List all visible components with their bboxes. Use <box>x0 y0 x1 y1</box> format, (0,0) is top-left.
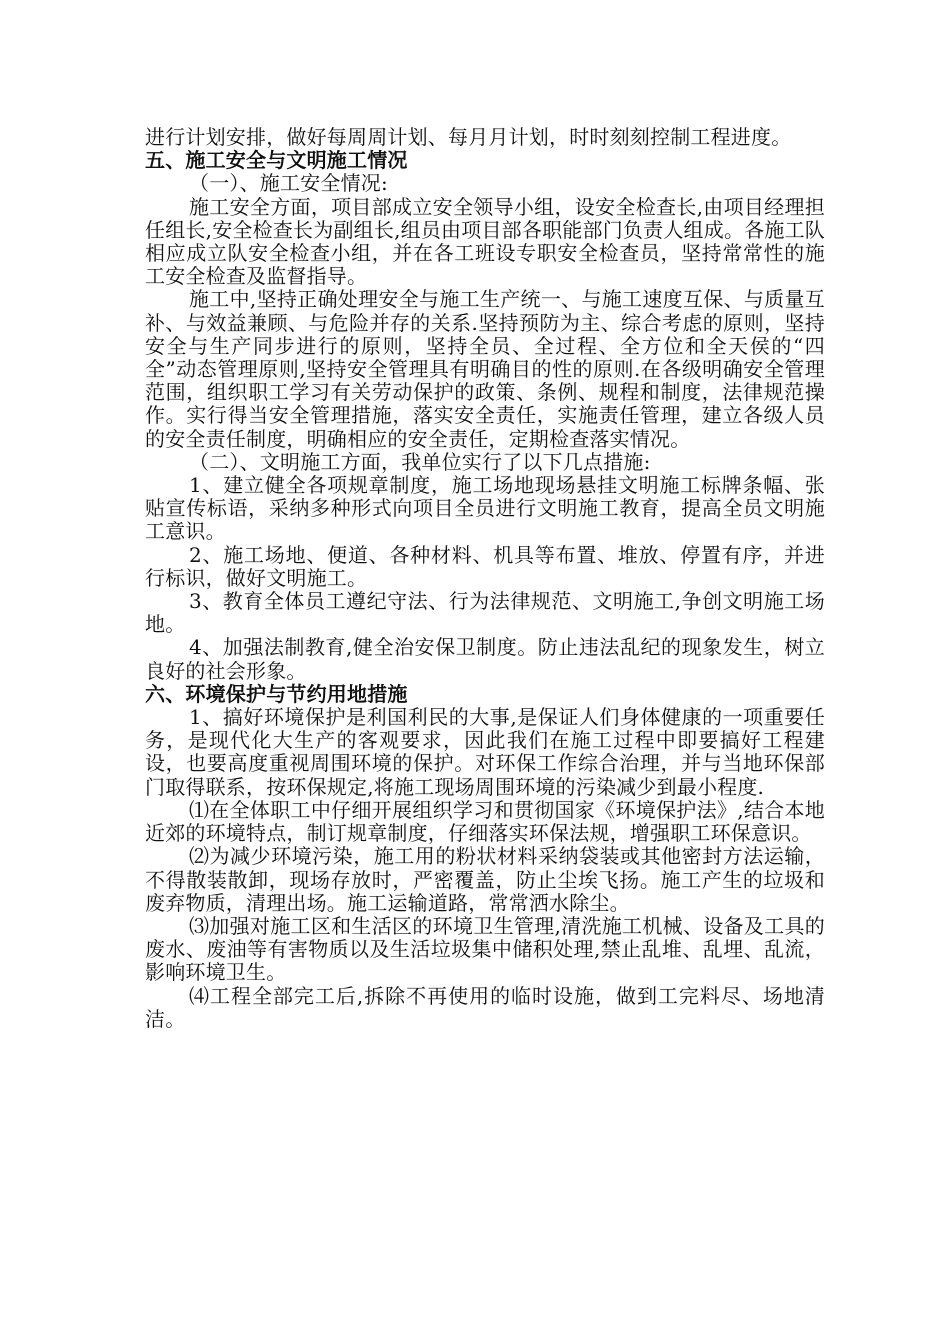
subsection-heading-civilized: （二）、文明施工方面，我单位实行了以下几点措施: <box>189 449 651 474</box>
paragraph-safety-principles: 施工中,坚持正确处理安全与施工生产统一、与施工速度互保、与质量互补、与效益兼顾、与危险并存的关系.坚持预防为主、综合考虑的原则，坚持安全与生产同步进行的原则，坚持全员、全过程、全方位和全天侯的“四全”动态管理原则,坚持安全管理具有明确目的性的原则.在各级明确安全管理范围，组织职工学习有关劳动保护的政策、条例、规程和制度，法律规范操作。实行得当安全管理措施，落实安全责任，实施责任管理，建立各级人员的安全责任制度，明确相应的安全责任，定期检查落实情况。 <box>145 287 825 451</box>
document-body <box>145 126 825 1031</box>
list-item-environment-2: ⑵为减少环境污染，施工用的粉状材料采纳袋装或其他密封方法运输，不得散装散卸，现场存放时，严密覆盖，防止尘埃飞扬。施工产生的垃圾和废弃物质，清理出场。施工运输道路，常常洒水除尘。 <box>145 844 825 915</box>
list-item-environment-4: ⑷工程全部完工后,拆除不再使用的临时设施，做到工完料尽、场地清洁。 <box>145 983 825 1031</box>
list-item-civilized-4: 4、加强法制教育,健全治安保卫制度。防止违法乱纪的现象发生，树立良好的社会形象。 <box>145 635 825 683</box>
paragraph-safety-organization: 施工安全方面，项目部成立安全领导小组，设安全检查长,由项目经理担任组长,安全检查长为副组长,组员由项目部各职能部门负责人组成。各施工队相应成立队安全检查小组，并在各工班设专职安全检查员，坚持常常性的施工安全检查及监督指导。 <box>145 194 825 289</box>
list-item-civilized-2: 2、施工场地、便道、各种材料、机具等布置、堆放、停置有序，并进行标识，做好文明施工。 <box>145 542 825 590</box>
list-item-environment-3: ⑶加强对施工区和生活区的环境卫生管理,清洗施工机械、设备及工具的废水、废油等有害物质以及生活垃圾集中储积处理,禁止乱堆、乱埋、乱流，影响环境卫生。 <box>145 913 825 985</box>
list-item-environment-1: ⑴在全体职工中仔细开展组织学习和贯彻国家《环境保护法》,结合本地近郊的环境特点，制订规章制度，仔细落实环保法规，增强职工环保意识。 <box>145 797 825 846</box>
paragraph-environment-intro: 1、搞好环境保护是利国利民的大事,是保证人们身体健康的一项重要任务，是现代化大生产的客观要求，因此我们在施工过程中即要搞好工程建设，也要高度重视周围环境的保护。对环保工作综合治理，并与当地环保部门取得联系，按环保规定,将施工现场周围环境的污染减少到最小程度. <box>145 705 825 799</box>
list-item-civilized-1: 1、建立健全各项规章制度，施工场地现场悬挂文明施工标牌条幅、张贴宣传标语，采纳多种形式向项目全员进行文明施工教育，提高全员文明施工意识。 <box>145 473 825 544</box>
section-heading-6: 六、环境保护与节约用地措施 <box>145 681 408 706</box>
list-item-civilized-3: 3、教育全体员工遵纪守法、行为法律规范、文明施工,争创文明施工场地。 <box>145 589 825 637</box>
paragraph-continuation: 进行计划安排，做好每周周计划、每月月计划，时时刻刻控制工程进度。 <box>145 125 792 149</box>
subsection-heading-safety: （一）、施工安全情况: <box>189 171 388 196</box>
section-heading-5: 五、施工安全与文明施工情况 <box>145 148 408 173</box>
